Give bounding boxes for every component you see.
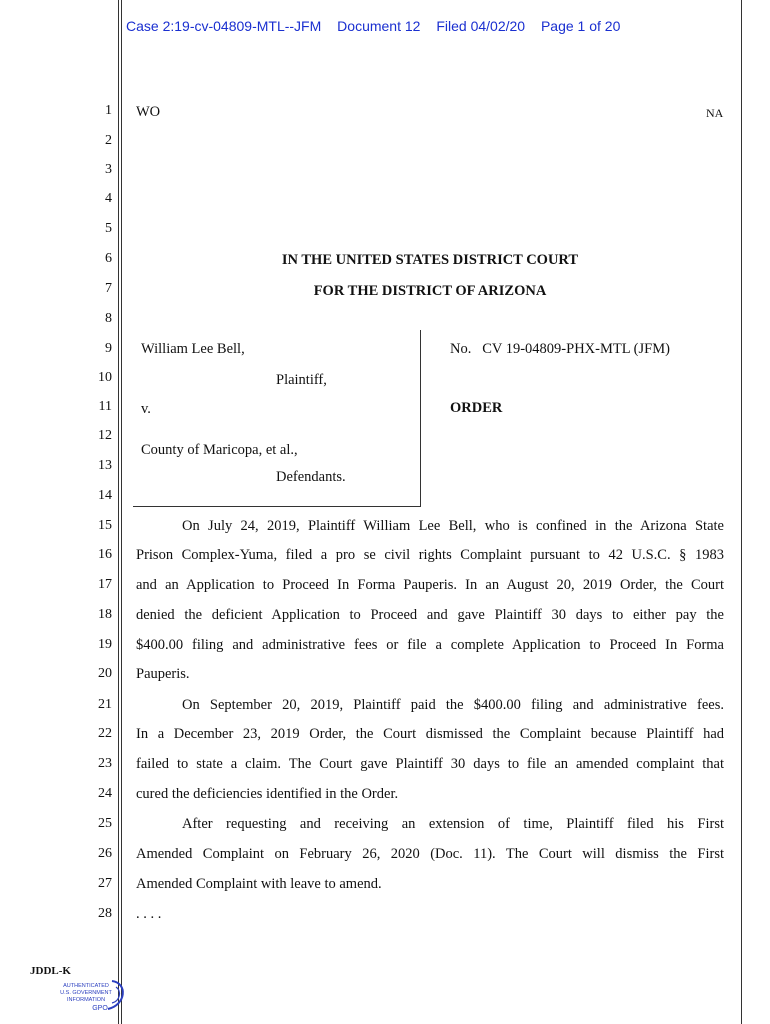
body-line: On July 24, 2019, Plaintiff William Lee Bell, who is confined in the Arizona State <box>182 518 724 534</box>
line-number: 24 <box>98 786 112 801</box>
body-line: $400.00 filing and administrative fees or file a complete Application to Proceed In Forma <box>136 637 724 653</box>
seal-line2: U.S. GOVERNMENT <box>60 990 112 996</box>
body-line: failed to state a claim. The Court gave Plaintiff 30 days to file an amended complaint that <box>136 756 724 772</box>
ecf-header-stamp <box>126 18 632 34</box>
seal-line1: AUTHENTICATED <box>63 983 109 989</box>
line-number: 11 <box>98 399 112 414</box>
line-number: 1 <box>105 103 112 118</box>
line-number: 20 <box>98 666 112 681</box>
top-left-code: WO <box>136 104 161 120</box>
line-number: 21 <box>98 697 112 712</box>
page-count-stamp: Page 1 of 20 <box>540 18 621 34</box>
left-margin-rule-outer <box>118 0 119 1024</box>
line-number: 10 <box>98 370 112 385</box>
line-number: 5 <box>105 221 112 236</box>
body-line: Pauperis. <box>136 666 190 682</box>
body-line: Prison Complex-Yuma, filed a pro se civil rights Complaint pursuant to 42 U.S.C. § 1983 <box>136 547 724 563</box>
line-number: 18 <box>98 607 112 622</box>
line-number: 15 <box>98 518 112 533</box>
body-line: Amended Complaint with leave to amend. <box>136 876 382 892</box>
court-name-line2: FOR THE DISTRICT OF ARIZONA <box>313 283 547 299</box>
line-number: 6 <box>105 251 112 266</box>
line-number: 28 <box>98 906 112 921</box>
line-number: 3 <box>105 162 112 177</box>
defendant-label: Defendants. <box>276 469 346 485</box>
gpo-authentication-seal <box>42 975 130 1015</box>
line-number: 13 <box>98 458 112 473</box>
body-line: After requesting and receiving an extension of time, Plaintiff filed his First <box>182 816 724 832</box>
body-line: In a December 23, 2019 Order, the Court dismissed the Complaint because Plaintiff had <box>136 726 724 742</box>
body-line: and an Application to Proceed In Forma Pauperis. In an August 20, 2019 Order, the Court <box>136 577 724 593</box>
body-line: . . . . <box>136 906 162 922</box>
defendant-name: County of Maricopa, et al., <box>141 442 298 458</box>
plaintiff-name: William Lee Bell, <box>141 341 245 357</box>
line-number: 7 <box>105 281 112 296</box>
body-line: denied the deficient Application to Proceed and gave Plaintiff 30 days to either pay the <box>136 607 724 623</box>
line-number: 2 <box>105 133 112 148</box>
gpo-seal-graphic <box>42 975 130 1015</box>
line-number: 4 <box>105 191 112 206</box>
line-number: 26 <box>98 846 112 861</box>
seal-line4: GPO <box>92 1005 108 1012</box>
order-title: ORDER <box>450 400 503 416</box>
court-name-line1: IN THE UNITED STATES DISTRICT COURT <box>281 252 579 268</box>
line-number: 23 <box>98 756 112 771</box>
seal-line3: INFORMATION <box>66 997 106 1003</box>
footer-code: JDDL-K <box>30 965 71 977</box>
body-line: Amended Complaint on February 26, 2020 (Doc. 11). The Court will dismiss the First <box>136 846 724 862</box>
line-number: 16 <box>98 547 112 562</box>
document-number-stamp: Document 12 <box>337 18 421 34</box>
line-number: 8 <box>105 311 112 326</box>
body-line: cured the deficiencies identified in the Order. <box>136 786 399 802</box>
left-margin-rule-inner <box>121 0 122 1024</box>
line-number: 17 <box>98 577 112 592</box>
case-number-stamp: Case 2:19-cv-04809-MTL--JFM <box>126 18 322 34</box>
top-right-code: NA <box>706 106 724 120</box>
line-number: 25 <box>98 816 112 831</box>
line-number: 9 <box>105 341 112 356</box>
case-number: No. CV 19-04809-PHX-MTL (JFM) <box>450 341 670 357</box>
versus: v. <box>141 401 151 417</box>
right-margin-rule <box>741 0 742 1024</box>
line-number: 19 <box>98 637 112 652</box>
plaintiff-label: Plaintiff, <box>276 372 327 388</box>
line-number: 12 <box>98 428 112 443</box>
line-number: 14 <box>98 488 112 503</box>
line-number: 22 <box>98 726 112 741</box>
filed-date-stamp: Filed 04/02/20 <box>436 18 526 34</box>
body-line: On September 20, 2019, Plaintiff paid the $400.00 filing and administrative fees. <box>182 697 724 713</box>
line-number: 27 <box>98 876 112 891</box>
